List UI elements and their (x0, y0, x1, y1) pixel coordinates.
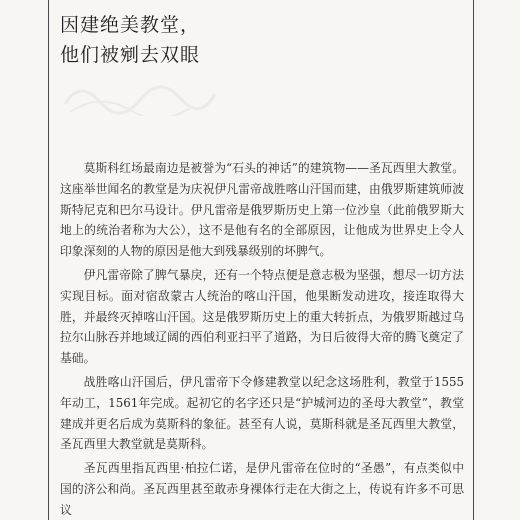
chapter-title-line-2: 他们被剜去双眼 (60, 44, 201, 66)
faint-watermark-pattern (60, 74, 220, 116)
paragraph-2: 伊凡雷帝除了脾气暴戾，还有一个特点便是意志极为坚强，想尽一切方法实现目标。面对宿敌蒙古人统治的喀山汗国，他果断发动进攻，接连取得大胜，并最终灭掉喀山汗国。这是俄罗斯历史上的重大转折点，为俄罗斯越过乌拉尔山脉吞并地域辽阔的西伯利亚扫平了道路，为日后彼得大帝的腾飞奠定了基础。 (60, 267, 464, 366)
article-body (60, 158, 464, 520)
chapter-title (60, 10, 420, 70)
paragraph-4: 圣瓦西里指瓦西里·柏拉仁诺，是伊凡雷帝在位时的“圣愚”，有点类似中国的济公和尚。圣瓦西里甚至敢赤身裸体行走在大街之上，传说有许多不可思议 (60, 461, 464, 517)
paragraph-3: 战胜喀山汗国后，伊凡雷帝下令修建教堂以纪念这场胜利，教堂于1555年动工，1561年完成。起初它的名字还只是“护城河边的圣母大教堂”，教堂建成并更名后成为莫斯科的象征。甚至有人说，莫斯科就是圣瓦西里大教堂，圣瓦西里大教堂就是莫斯科。 (60, 374, 464, 452)
chapter-title-line-1: 因建绝美教堂， (60, 14, 201, 36)
paragraph-1: 莫斯科红场最南边是被誉为“石头的神话”的建筑物——圣瓦西里大教堂。这座举世闻名的教堂是为庆祝伊凡雷帝战胜喀山汗国而建，由俄罗斯建筑师波斯特尼克和巴尔马设计。伊凡雷帝是俄罗斯历史上第一位沙皇（此前俄罗斯大地上的统治者称为大公），这不是他有名的全部原因，让他成为世界史上令人印象深刻的人物的原因是他大到残暴级别的坏脾气。 (60, 161, 464, 259)
